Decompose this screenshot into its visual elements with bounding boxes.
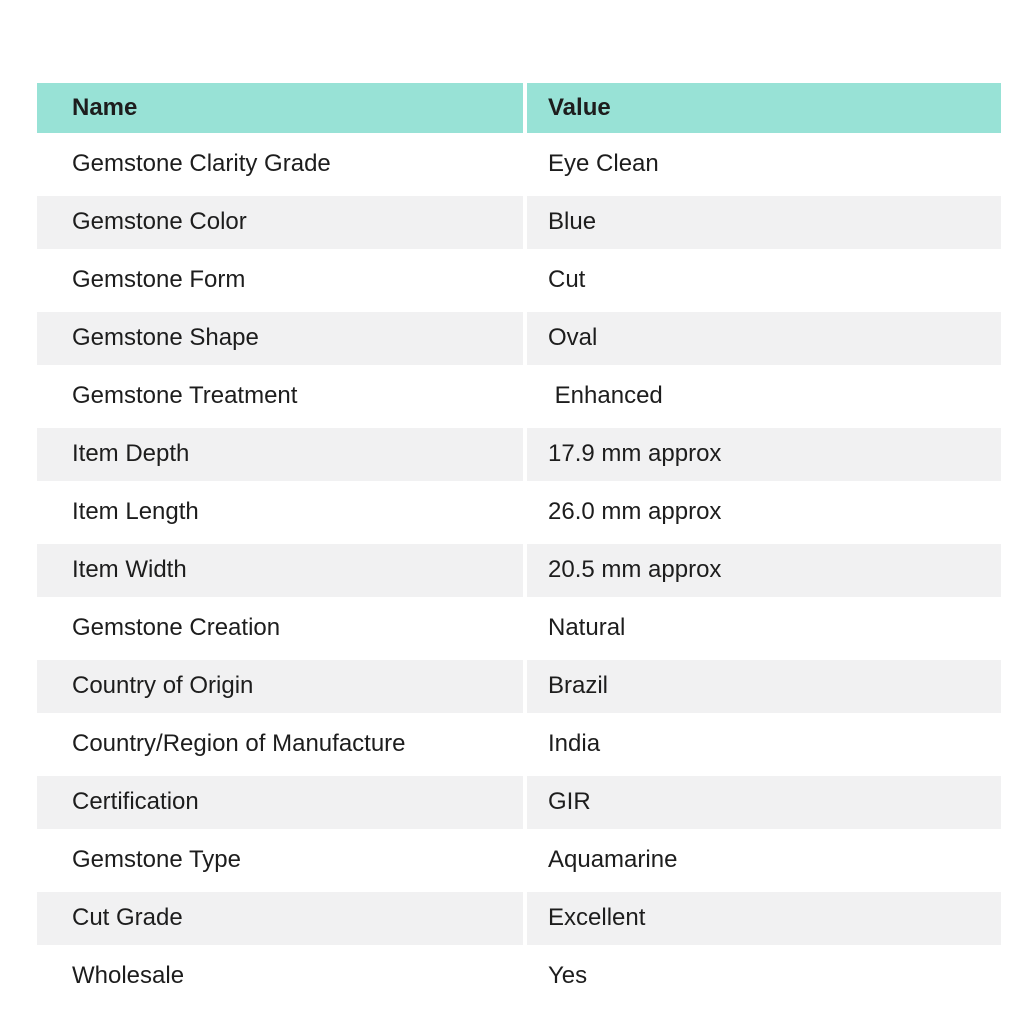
attribute-value: 17.9 mm approx [548,440,722,468]
attribute-name: Gemstone Clarity Grade [72,150,331,178]
row-cell-name [37,138,527,191]
row-cell-value [527,254,1001,307]
row-cell-value [527,486,1001,539]
attribute-name: Gemstone Form [72,266,246,294]
row-cell-value [527,138,1001,191]
attribute-value: India [548,730,601,758]
table-header-row [37,83,1001,133]
row-cell-name [37,892,527,945]
name-column-header: Name [72,93,138,121]
attribute-value: Eye Clean [548,150,659,178]
row-cell-name [37,428,527,481]
row-cell-value [527,834,1001,887]
attribute-name: Wholesale [72,962,185,990]
row-cell-value [527,370,1001,423]
row-cell-value [527,660,1001,713]
table-row [37,312,1001,365]
table-row [37,138,1001,191]
row-cell-name [37,602,527,655]
attribute-value: 20.5 mm approx [548,556,722,584]
row-cell-value [527,544,1001,597]
attribute-value: Brazil [548,672,609,700]
attribute-value: Enhanced [548,382,663,410]
attribute-name: Item Depth [72,440,190,468]
table-row [37,602,1001,655]
row-cell-name [37,544,527,597]
attribute-name: Gemstone Type [72,846,241,874]
row-cell-value [527,312,1001,365]
attribute-name: Gemstone Color [72,208,247,236]
row-cell-name [37,486,527,539]
row-cell-name [37,834,527,887]
row-cell-name [37,950,527,1003]
attribute-name: Country of Origin [72,672,254,700]
row-cell-value [527,718,1001,771]
attribute-value: Blue [548,208,597,236]
attribute-value: Yes [548,962,588,990]
attribute-name: Item Length [72,498,199,526]
attribute-value: 26.0 mm approx [548,498,722,526]
attribute-name: Gemstone Treatment [72,382,298,410]
table-row [37,660,1001,713]
attribute-name: Certification [72,788,199,816]
item-specifics-table [37,83,1001,1008]
row-cell-value [527,602,1001,655]
table-row [37,254,1001,307]
attribute-name: Cut Grade [72,904,183,932]
attribute-value: Excellent [548,904,646,932]
attribute-value: Oval [548,324,598,352]
table-row [37,428,1001,481]
row-cell-name [37,370,527,423]
row-cell-value [527,892,1001,945]
table-row [37,718,1001,771]
table-row [37,776,1001,829]
row-cell-name [37,312,527,365]
attribute-value: Natural [548,614,626,642]
row-cell-name [37,196,527,249]
header-cell-name [37,83,527,133]
row-cell-value [527,950,1001,1003]
row-cell-name [37,718,527,771]
table-row [37,834,1001,887]
row-cell-name [37,776,527,829]
header-cell-value [527,83,1001,133]
row-cell-value [527,196,1001,249]
row-cell-value [527,776,1001,829]
attribute-name: Item Width [72,556,187,584]
row-cell-name [37,660,527,713]
row-cell-name [37,254,527,307]
table-row [37,544,1001,597]
row-cell-value [527,428,1001,481]
table-row [37,892,1001,945]
table-row [37,196,1001,249]
attribute-value: Cut [548,266,586,294]
attribute-name: Gemstone Creation [72,614,281,642]
attribute-value: Aquamarine [548,846,678,874]
table-row [37,370,1001,423]
table-row [37,486,1001,539]
attribute-name: Gemstone Shape [72,324,259,352]
attribute-name: Country/Region of Manufacture [72,730,406,758]
value-column-header: Value [548,93,611,121]
attribute-value: GIR [548,788,591,816]
table-row [37,950,1001,1003]
